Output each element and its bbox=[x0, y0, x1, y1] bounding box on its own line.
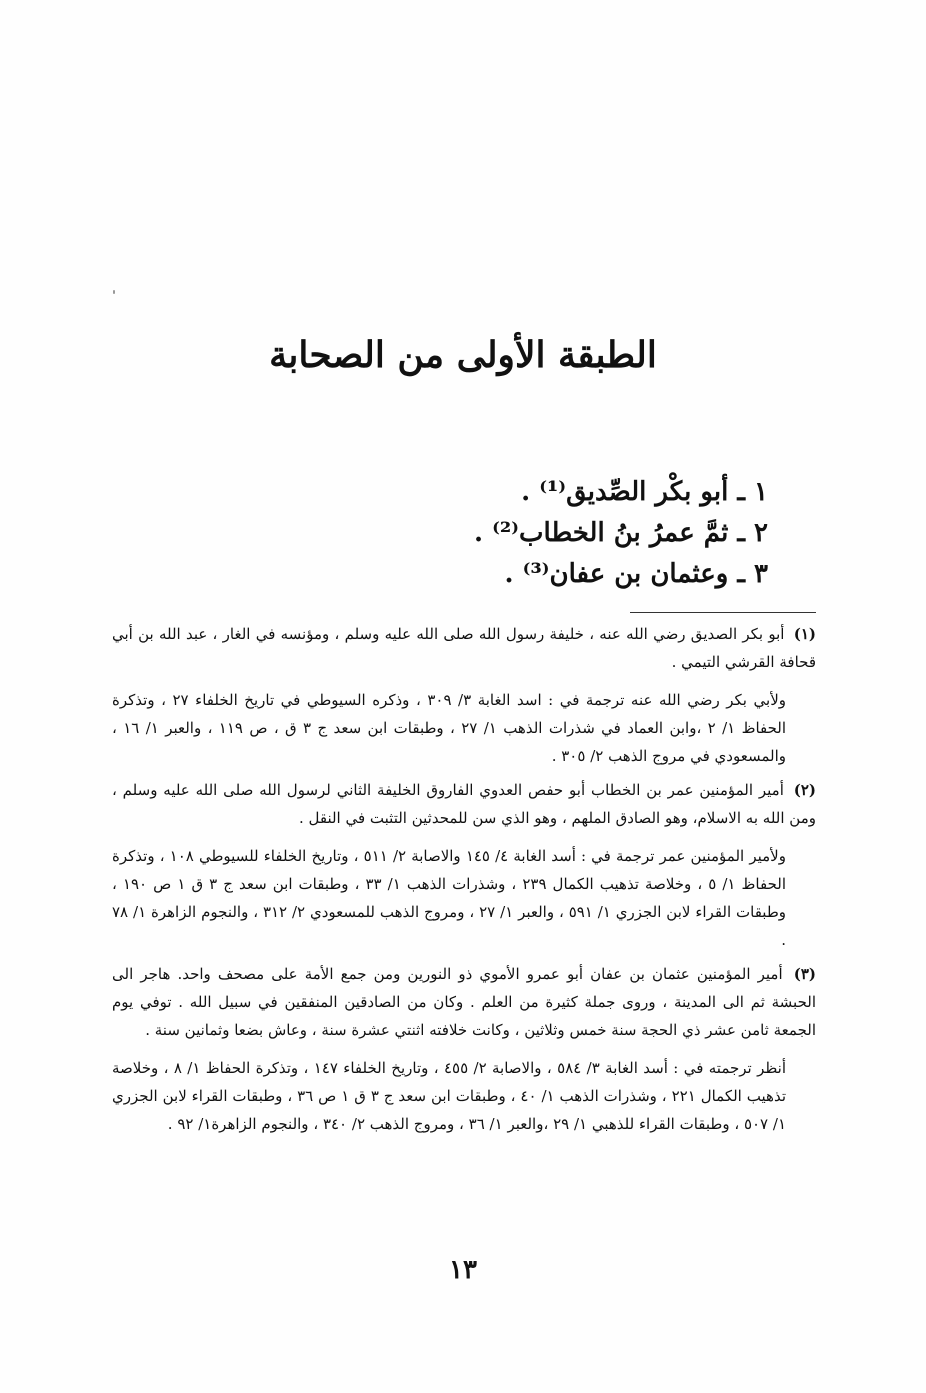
footnotes bbox=[112, 620, 816, 1144]
footnote-number: (٣) bbox=[793, 965, 816, 983]
footnote-text: أمير المؤمنين عمر بن الخطاب أبو حفص العدوي الفاروق الخليفة الثاني لرسول الله صلى الله عليه وسلم ، ومن الله به الاسلام، وهو الصادق الملهم ، وهو الذي سن للمحدثين التثبت في النقل . bbox=[112, 781, 816, 827]
list-item: ١ ـ أبو بكْر الصِّديق⁽¹⁾ . bbox=[521, 477, 768, 507]
footnote-2 bbox=[112, 776, 816, 832]
page-title: الطبقة الأولى من الصحابة bbox=[269, 334, 657, 376]
list-item: ٣ ـ وعثمان بن عفان⁽³⁾ . bbox=[504, 559, 768, 589]
footnote-number: (٢) bbox=[793, 781, 816, 799]
footnote-3-references: أنظر ترجمته في : أسد الغابة ٣/ ٥٨٤ ، والاصابة ٢/ ٤٥٥ ، وتاريخ الخلفاء ١٤٧ ، وتذكرة الحفاظ ١/ ٨ ، وخلاصة تذهيب الكمال ٢٢١ ، وشذرات الذهب ١/ ٤٠ ، وطبقات ابن سعد ج ٣ ق ١ ص ٣٦ ، وطبقات القراء لابن الجزري ١/ ٥٠٧ ، وطبقات القراء للذهبي ١/ ٢٩ ،والعبر ١/ ٣٦ ، ومروج الذهب ٢/ ٣٤٠ ، والنجوم الزاهرة١/ ٩٢ . bbox=[112, 1059, 787, 1133]
scan-speck bbox=[113, 290, 115, 294]
footnote-2-references: ولأمير المؤمنين عمر ترجمة في : أسد الغابة ٤/ ١٤٥ والاصابة ٢/ ٥١١ ، وتاريخ الخلفاء للسيوطي ١٠٨ ، وتذكرة الحفاظ ١/ ٥ ، وخلاصة تذهيب الكمال ٢٣٩ ، وشذرات الذهب ١/ ٣٣ ، وطبقات ابن سعد ج ٣ ق ١ ص ١٩٠ ، وطبقات القراء لابن الجزري ١/ ٥٩١ ، والعبر ١/ ٢٧ ، ومروج الذهب للمسعودي ٢/ ٣١٢ ، والنجوم الزاهرة ١/ ٧٨ . bbox=[112, 847, 787, 949]
footnote-number: (١) bbox=[793, 625, 816, 643]
footnote-1 bbox=[112, 620, 816, 676]
footnote-3 bbox=[112, 960, 816, 1044]
footnote-divider bbox=[630, 612, 816, 613]
footnote-text: أبو بكر الصديق رضي الله عنه ، خليفة رسول الله صلى الله عليه وسلم ، ومؤنسه في الغار ، عبد الله بن أبي قحافة القرشي التيمي . bbox=[112, 625, 816, 671]
footnote-text: أمير المؤمنين عثمان بن عفان أبو عمرو الأموي ذو النورين ومن جمع الأمة على مصحف واحد. هاجر الى الحبشة ثم الى المدينة ، وروى جملة كثيرة من العلم . وكان من الصادقين المنفقين في سبيل الله . توفي يوم الجمعة ثامن عشر ذي الحجة سنة خمس وثلاثين ، وكانت خلافته اثنتي عشرة سنة ، وعاش بضعا وثمانين سنة . bbox=[112, 965, 816, 1039]
list-item: ٢ ـ ثمَّ عمرُ بنُ الخطاب⁽²⁾ . bbox=[474, 518, 768, 548]
footnote-1-references: ولأبي بكر رضي الله عنه ترجمة في : اسد الغابة ٣/ ٣٠٩ ، وذكره السيوطي في تاريخ الخلفاء ٢٧ ، وتذكرة الحفاظ ١/ ٢ ،وابن العماد في شذرات الذهب ١/ ٢٧ ، وطبقات ابن سعد ج ٣ ق ، ص ١١٩ ، والعبر ١/ ١٦ ، والمسعودي في مروج الذهب ٢/ ٣٠٥ . bbox=[112, 691, 787, 765]
page-number: ١٣ bbox=[449, 1255, 477, 1285]
companions-list bbox=[348, 472, 768, 595]
